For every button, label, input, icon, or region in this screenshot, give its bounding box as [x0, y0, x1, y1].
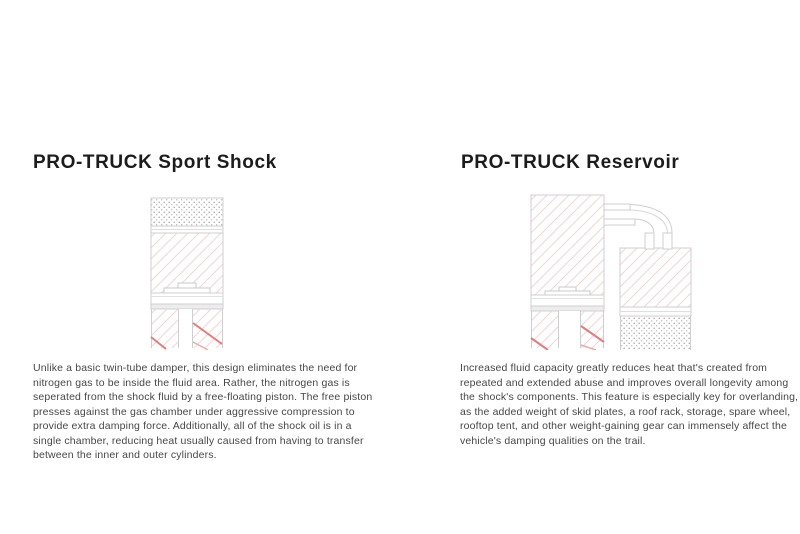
reservoir-title: PRO-TRUCK Reservoir	[461, 152, 680, 173]
reservoir-inlet-fitting	[663, 233, 672, 249]
gas-chamber	[151, 198, 223, 226]
reservoir-diagram	[528, 192, 698, 350]
reservoir-fluid-chamber	[620, 248, 691, 307]
piston-band	[531, 295, 604, 311]
reservoir-gas-chamber	[620, 316, 691, 350]
reservoir-inlet-fitting	[645, 233, 654, 249]
sport-shock-title: PRO-TRUCK Sport Shock	[33, 152, 277, 173]
lower-body	[531, 311, 604, 350]
fluid-chamber	[531, 195, 604, 295]
reservoir-description: Increased fluid capacity greatly reduces heat that's created from repeated and extended abuse and improves overall longevity among the shock's components. This feature is especially key for overlanding, as the added weight of skid plates, a roof rack, storage, spare wheel, rooftop tent, and other weight-gaining gear can immensely affect the vehicle's damping qualities on the trail.	[460, 362, 799, 447]
lower-body	[151, 309, 223, 350]
sport-shock-diagram	[148, 196, 228, 350]
piston-band	[151, 293, 223, 309]
sport-shock-description: Unlike a basic twin-tube damper, this design eliminates the need for nitrogen gas to be inside the fluid area. Rather, the nitrogen gas is seperated from the shock fluid by a free-floating piston. The free piston presses against the gas chamber under aggressive compression to provide extra damping force. Additionally, all of the shock oil is in a single chamber, reducing heat usually caused from having to transfer between the inner and outer cylinders.	[33, 362, 373, 461]
connector-tube	[604, 204, 672, 233]
reservoir-body	[620, 233, 691, 350]
